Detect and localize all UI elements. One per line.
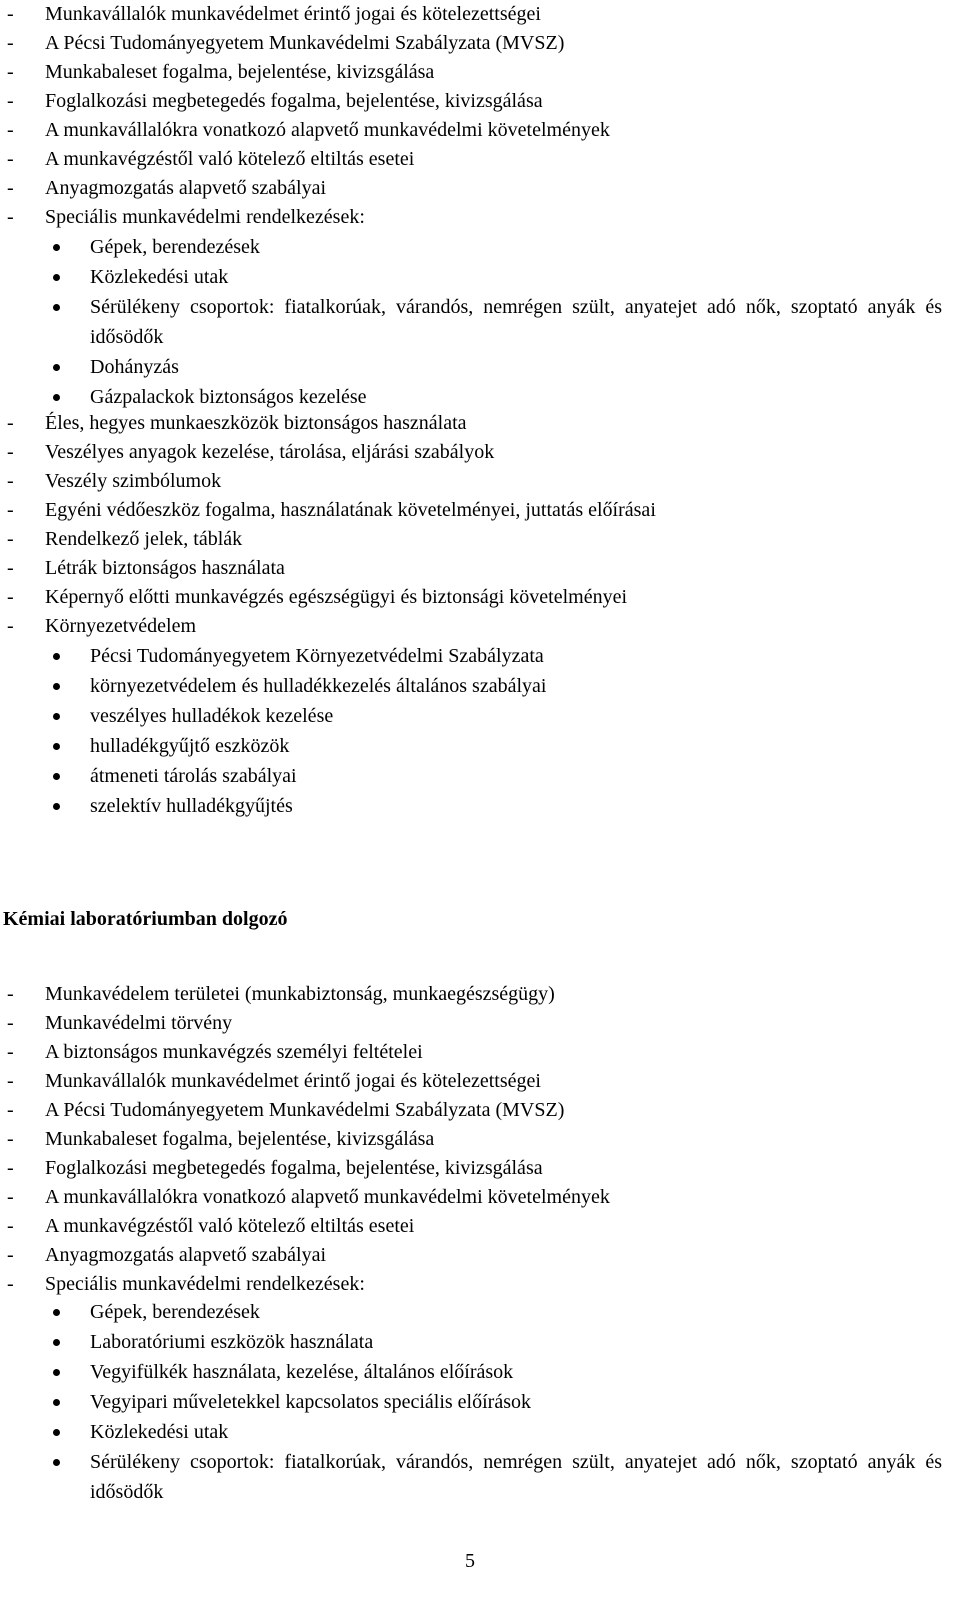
list-item: [0, 1096, 960, 1125]
dash-marker: -: [7, 1012, 14, 1034]
list-item-text: Egyéni védőeszköz fogalma, használatának követelményei, juttatás előírásai: [45, 499, 656, 521]
bullet-icon: [53, 364, 60, 371]
list-item: [0, 583, 960, 612]
list-item: [0, 203, 960, 232]
bullet-icon: [53, 1339, 60, 1346]
bullet-item-text: Vegyipari műveletekkel kapcsolatos speciális előírások: [90, 1391, 531, 1413]
list-item: [0, 58, 960, 87]
bullet-list-2: [0, 1297, 960, 1507]
list-item-text: Foglalkozási megbetegedés fogalma, bejelentése, kivizsgálása: [45, 90, 543, 112]
list-item: [0, 0, 960, 29]
bullet-item: [0, 641, 960, 671]
bullet-icon: [53, 244, 60, 251]
list-item-text: Munkabaleset fogalma, bejelentése, kivizsgálása: [45, 1128, 435, 1150]
list-item-text: Munkabaleset fogalma, bejelentése, kivizsgálása: [45, 61, 435, 83]
bullet-item-text: Gázpalackok biztonságos kezelése: [90, 386, 367, 408]
bullet-item-text: Gépek, berendezések: [90, 1301, 260, 1323]
dash-marker: -: [7, 1186, 14, 1208]
list-item: [0, 1125, 960, 1154]
list-item-text: Veszélyes anyagok kezelése, tárolása, eljárási szabályok: [45, 441, 495, 463]
bullet-item: [0, 382, 960, 412]
list-item-text: Munkavállalók munkavédelmet érintő jogai és kötelezettségei: [45, 3, 541, 25]
bullet-item: [0, 701, 960, 731]
bullet-item-text: Pécsi Tudományegyetem Környezetvédelmi Szabályzata: [90, 645, 544, 667]
list-item: [0, 438, 960, 467]
section-heading: Kémiai laboratóriumban dolgozó: [3, 908, 288, 930]
dash-marker: -: [7, 177, 14, 199]
dash-marker: -: [7, 983, 14, 1005]
list-item-text: A munkavégzéstől való kötelező eltiltás esetei: [45, 148, 415, 170]
list-item-text: Foglalkozási megbetegedés fogalma, bejelentése, kivizsgálása: [45, 1157, 543, 1179]
list-item: [0, 525, 960, 554]
bullet-item-text: Közlekedési utak: [90, 1421, 229, 1443]
list-item-text: Speciális munkavédelmi rendelkezések:: [45, 1273, 365, 1295]
bullet-icon: [53, 304, 60, 311]
dash-marker: -: [7, 61, 14, 83]
dash-list-2: [0, 980, 960, 1299]
bullet-icon: [53, 394, 60, 401]
dash-list-1b: [0, 409, 960, 641]
list-item: [0, 1009, 960, 1038]
dash-marker: -: [7, 1157, 14, 1179]
list-item: [0, 1038, 960, 1067]
bullet-icon: [53, 653, 60, 660]
dash-marker: -: [7, 528, 14, 550]
bullet-item: [0, 262, 960, 292]
bullet-item: [0, 1387, 960, 1417]
bullet-icon: [53, 713, 60, 720]
dash-marker: -: [7, 1215, 14, 1237]
list-item-text: A munkavállalókra vonatkozó alapvető munkavédelmi követelmények: [45, 119, 610, 141]
bullet-item: [0, 1417, 960, 1447]
list-item: [0, 554, 960, 583]
dash-marker: -: [7, 1041, 14, 1063]
list-item: [0, 409, 960, 438]
bullet-icon: [53, 1309, 60, 1316]
bullet-item-text: veszélyes hulladékok kezelése: [90, 705, 334, 727]
bullet-item-text: átmeneti tárolás szabályai: [90, 765, 297, 787]
dash-marker: -: [7, 586, 14, 608]
bullet-item-text: Sérülékeny csoportok: fiatalkorúak, várandós, nemrégen szült, anyatejet adó nők, szoptató anyák és idősödők: [90, 1451, 942, 1503]
bullet-icon: [53, 1429, 60, 1436]
bullet-item: [0, 292, 960, 352]
bullet-item: [0, 671, 960, 701]
dash-marker: -: [7, 119, 14, 141]
bullet-item: [0, 232, 960, 262]
bullet-item: [0, 731, 960, 761]
bullet-item-text: Dohányzás: [90, 356, 179, 378]
list-item-text: A biztonságos munkavégzés személyi feltételei: [45, 1041, 423, 1063]
list-item-text: A Pécsi Tudományegyetem Munkavédelmi Szabályzata (MVSZ): [45, 1099, 565, 1121]
bullet-icon: [53, 683, 60, 690]
list-item-text: Környezetvédelem: [45, 615, 197, 637]
list-item-text: A munkavégzéstől való kötelező eltiltás esetei: [45, 1215, 415, 1237]
list-item-text: Munkavédelmi törvény: [45, 1012, 233, 1034]
dash-marker: -: [7, 1128, 14, 1150]
list-item: [0, 174, 960, 203]
list-item-text: Veszély szimbólumok: [45, 470, 222, 492]
list-item: [0, 1241, 960, 1270]
list-item: [0, 612, 960, 641]
list-item: [0, 87, 960, 116]
list-item: [0, 145, 960, 174]
list-item-text: Rendelkező jelek, táblák: [45, 528, 243, 550]
list-item-text: Speciális munkavédelmi rendelkezések:: [45, 206, 365, 228]
bullet-icon: [53, 1459, 60, 1466]
bullet-item: [0, 1297, 960, 1327]
dash-marker: -: [7, 441, 14, 463]
list-item: [0, 116, 960, 145]
list-item: [0, 1067, 960, 1096]
list-item: [0, 496, 960, 525]
list-item-text: A munkavállalókra vonatkozó alapvető munkavédelmi követelmények: [45, 1186, 610, 1208]
bullet-item: [0, 1447, 960, 1507]
list-item-text: Munkavállalók munkavédelmet érintő jogai és kötelezettségei: [45, 1070, 541, 1092]
list-item-text: A Pécsi Tudományegyetem Munkavédelmi Szabályzata (MVSZ): [45, 32, 565, 54]
page-number: 5: [465, 1550, 475, 1572]
list-item-text: Anyagmozgatás alapvető szabályai: [45, 1244, 326, 1266]
bullet-item-text: Vegyifülkék használata, kezelése, általános előírások: [90, 1361, 514, 1383]
dash-marker: -: [7, 1244, 14, 1266]
dash-marker: -: [7, 32, 14, 54]
dash-marker: -: [7, 1273, 14, 1295]
bullet-item: [0, 1327, 960, 1357]
list-item: [0, 29, 960, 58]
dash-marker: -: [7, 148, 14, 170]
bullet-item: [0, 791, 960, 821]
list-item: [0, 1183, 960, 1212]
list-item: [0, 1212, 960, 1241]
bullet-item: [0, 761, 960, 791]
bullet-item-text: hulladékgyűjtő eszközök: [90, 735, 290, 757]
list-item-text: Munkavédelem területei (munkabiztonság, munkaegészségügy): [45, 983, 555, 1005]
bullet-icon: [53, 1399, 60, 1406]
dash-marker: -: [7, 90, 14, 112]
dash-marker: -: [7, 470, 14, 492]
dash-marker: -: [7, 499, 14, 521]
bullet-item: [0, 1357, 960, 1387]
list-item: [0, 1270, 960, 1299]
dash-list-1a: [0, 0, 960, 232]
bullet-icon: [53, 803, 60, 810]
bullet-item-text: szelektív hulladékgyűjtés: [90, 795, 293, 817]
bullet-list-1b: [0, 641, 960, 821]
bullet-icon: [53, 274, 60, 281]
list-item: [0, 1154, 960, 1183]
bullet-item-text: Sérülékeny csoportok: fiatalkorúak, várandós, nemrégen szült, anyatejet adó nők, szoptató anyák és idősödők: [90, 296, 942, 348]
dash-marker: -: [7, 557, 14, 579]
bullet-item-text: Laboratóriumi eszközök használata: [90, 1331, 374, 1353]
dash-marker: -: [7, 1070, 14, 1092]
bullet-icon: [53, 773, 60, 780]
bullet-icon: [53, 743, 60, 750]
dash-marker: -: [7, 3, 14, 25]
dash-marker: -: [7, 412, 14, 434]
bullet-item: [0, 352, 960, 382]
dash-marker: -: [7, 1099, 14, 1121]
list-item-text: Képernyő előtti munkavégzés egészségügyi és biztonsági követelményei: [45, 586, 628, 608]
list-item: [0, 467, 960, 496]
list-item: [0, 980, 960, 1009]
bullet-item-text: Gépek, berendezések: [90, 236, 260, 258]
dash-marker: -: [7, 206, 14, 228]
bullet-icon: [53, 1369, 60, 1376]
list-item-text: Anyagmozgatás alapvető szabályai: [45, 177, 326, 199]
dash-marker: -: [7, 615, 14, 637]
list-item-text: Éles, hegyes munkaeszközök biztonságos használata: [45, 412, 467, 434]
bullet-list-1a: [0, 232, 960, 412]
bullet-item-text: Közlekedési utak: [90, 266, 229, 288]
bullet-item-text: környezetvédelem és hulladékkezelés általános szabályai: [90, 675, 547, 697]
list-item-text: Létrák biztonságos használata: [45, 557, 285, 579]
